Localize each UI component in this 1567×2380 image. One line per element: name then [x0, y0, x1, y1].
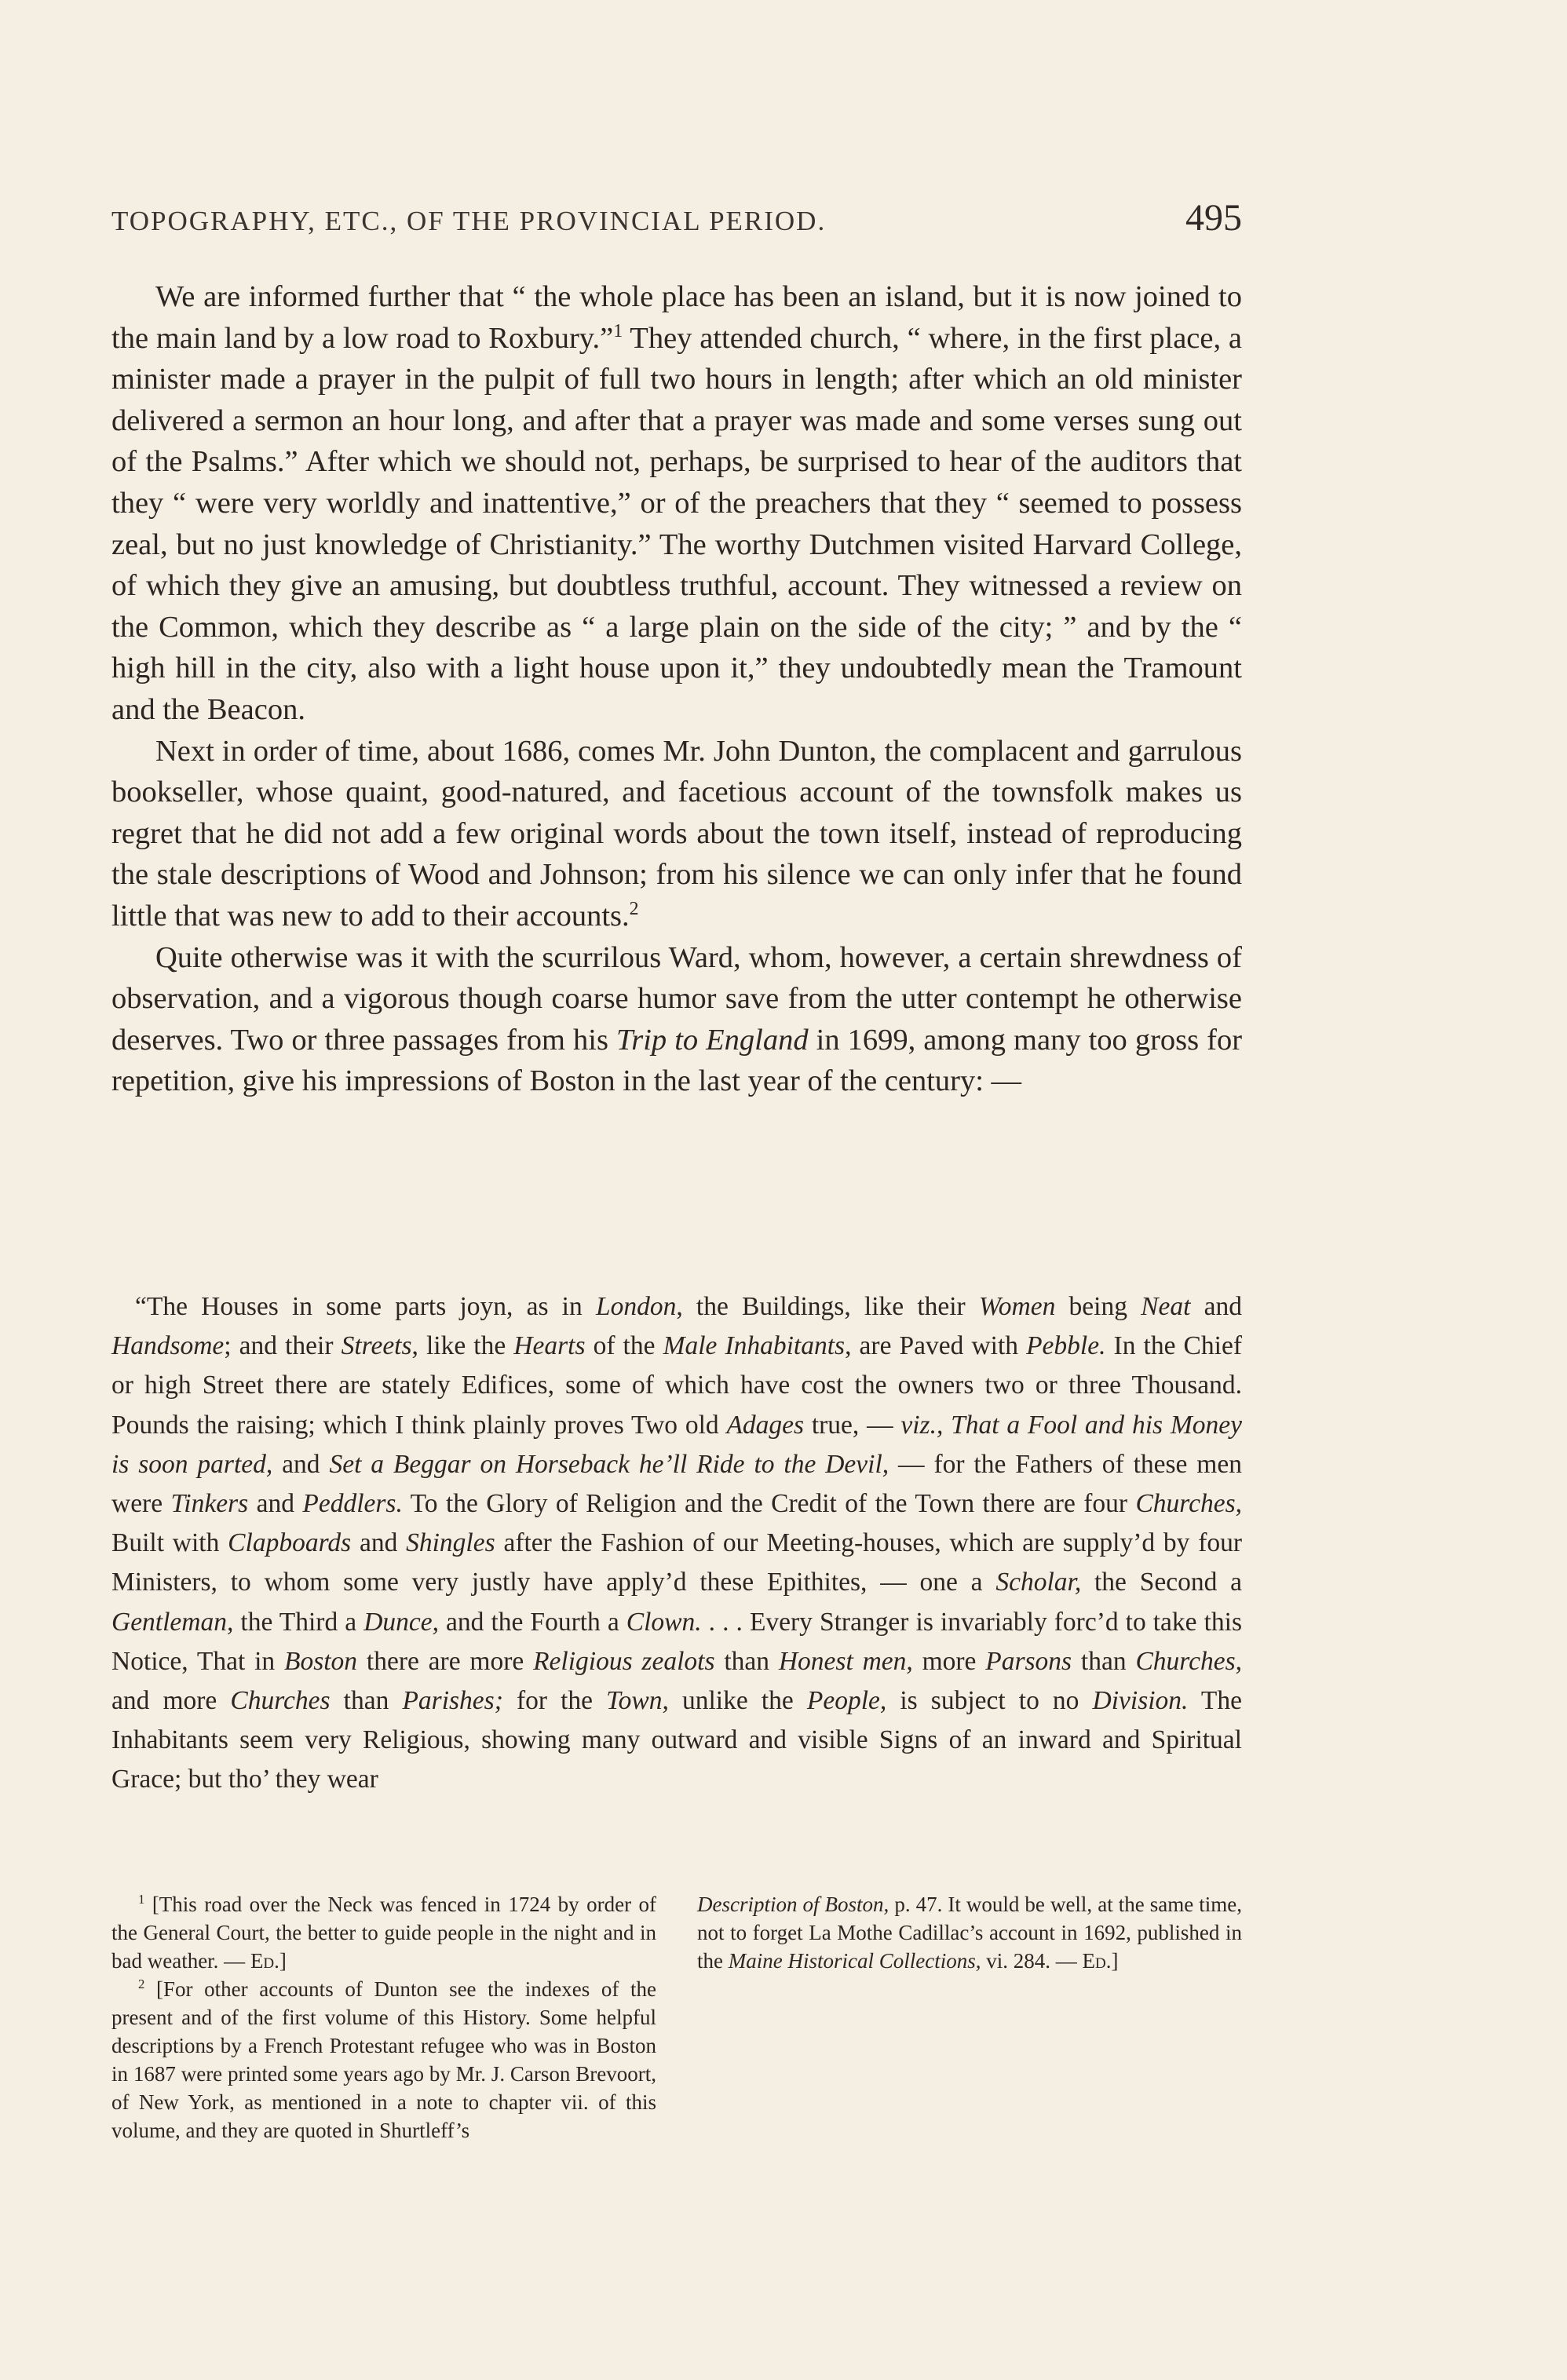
quote-text: of the — [585, 1331, 663, 1361]
quote-text: more — [912, 1646, 986, 1676]
quote-italic: Clown. — [626, 1607, 702, 1637]
quote-italic: Streets — [341, 1331, 412, 1361]
quote-italic: London — [595, 1292, 677, 1321]
footnote-2-end: ] — [1111, 1949, 1119, 1973]
footnote-2-mark: 2 — [138, 1977, 145, 1991]
quote-italic: Gentleman, — [111, 1607, 234, 1637]
quote-text: “The Houses in some parts joyn, as in — [135, 1292, 596, 1321]
quote-text: and — [272, 1449, 330, 1479]
footnotes-left-column — [111, 1890, 656, 2145]
page-header — [111, 196, 1242, 239]
quote-italic: Pebble. — [1026, 1331, 1106, 1361]
quote-italic: Set a Beggar on Horseback he’ll Ride to the Devil, — [329, 1449, 889, 1479]
quote-text: The Inhabitants seem very Religious, showing many outward and visible Signs of an inward and Spiritual Grace; but tho’ they wear — [111, 1686, 1242, 1794]
quote-italic: Churches, — [1135, 1489, 1242, 1519]
quote-text: the Second a — [1081, 1568, 1242, 1597]
quote-text: the Third a — [233, 1607, 364, 1637]
quote-text: To the Glory of Religion and the Credit of the Town there are four — [402, 1489, 1136, 1519]
paragraph-3 — [111, 937, 1242, 1102]
quote-italic: Neat — [1141, 1292, 1191, 1321]
footnote-1 — [111, 1890, 656, 1975]
quote-italic: Hearts — [513, 1331, 586, 1361]
quote-text: — for the Fathers of these men were — [111, 1449, 1242, 1519]
quote-italic: Shingles — [406, 1528, 495, 1558]
quote-italic: Male Inhabitants — [663, 1331, 846, 1361]
quote-text: true, — — [804, 1410, 901, 1440]
footnote-1-mark: 1 — [138, 1892, 145, 1907]
quote-italic: Boston — [284, 1646, 358, 1676]
quote-text: and — [1190, 1292, 1243, 1321]
quote-italic: Tinkers — [170, 1489, 249, 1519]
quote-text: and — [248, 1489, 303, 1519]
quote-italic: Town, — [606, 1686, 669, 1716]
quote-text: being — [1055, 1292, 1141, 1321]
quote-text: for the — [502, 1686, 607, 1716]
block-quote — [111, 1287, 1242, 1800]
quote-text: than — [330, 1686, 403, 1716]
footnote-ref-2: 2 — [629, 899, 639, 920]
quote-text: there are more — [357, 1646, 534, 1676]
quote-italic: Handsome — [111, 1331, 225, 1361]
footnote-ref-1: 1 — [613, 320, 623, 341]
quote-italic: Women — [978, 1292, 1056, 1321]
footnotes-right-column — [697, 1890, 1242, 2145]
quote-text: and the Fourth a — [439, 1607, 626, 1637]
quote-italic: People, — [806, 1686, 887, 1716]
footnotes — [111, 1890, 1242, 2145]
page-number: 495 — [1185, 197, 1242, 239]
quote-text: after the Fashion of our Meeting-houses, which are supply’d by four Ministers, to whom some very justly have apply’d these Epithites, — one a — [111, 1528, 1243, 1597]
quote-text: . . . Every Stranger is invariably forc’d to take this Notice, That in — [111, 1607, 1242, 1676]
quote-italic: Churches, — [1135, 1646, 1242, 1676]
quote-text: and — [351, 1528, 407, 1558]
paragraph-3-text-a: Quite otherwise was it with the scurrilous Ward, whom, however, a certain shrewdness of observation, and a vigorous though coarse humor save from the utter contempt he otherwise deserves. Two or three passages from his — [111, 940, 1242, 1057]
quote-italic: Division. — [1092, 1686, 1189, 1716]
quote-italic: Honest men, — [778, 1646, 913, 1676]
body-text — [111, 276, 1242, 1102]
quote-italic: viz., That a Fool and his Money is soon parted, — [111, 1410, 1242, 1479]
quote-italic: Adages — [726, 1410, 805, 1440]
quote-italic: Dunce, — [363, 1607, 439, 1637]
footnote-1-end: ] — [279, 1949, 287, 1973]
quote-text: than — [714, 1646, 779, 1676]
footnote-2-start — [111, 1975, 656, 2145]
quote-italic: Peddlers. — [302, 1489, 403, 1519]
paragraph-1-text-b: They attended church, “ where, in the first place, a minister made a prayer in the pulpit of full two hours in length; after which an old minister delivered a sermon an hour long, and after that a prayer was made and some verses sung out of the Psalms.” After which we should not, perhaps, be surprised to hear of the auditors that they “ were very worldly and inattentive,” or of the preachers that they “ seemed to possess zeal, but no just knowledge of Christianity.” The worthy Dutchmen visited Harvard College, of which they give an amusing, but doubtless truthful, account. They witnessed a review on the Common, which they describe as “ a large plain on the side of the city; ” and by the “ high hill in the city, also with a light house upon it,” they undoubtedly mean the Tramount and the Beacon. — [111, 321, 1242, 726]
quote-italic: Religious zealots — [533, 1646, 715, 1676]
footnote-text: vi. 284. — — [981, 1949, 1083, 1973]
paragraph-2-text: Next in order of time, about 1686, comes Mr. John Dunton, the complacent and garrulous bookseller, whose quaint, good-natured, and facetious account of the townsfolk makes us regret that he did not add a few original words about the town itself, instead of reproducing the stale descriptions of Wood and Johnson; from his silence we can only infer that he found little that was new to add to their accounts. — [111, 734, 1242, 933]
quote-italic: Scholar, — [995, 1568, 1082, 1597]
quote-text: is subject to no — [886, 1686, 1093, 1716]
quote-italic: Clapboards — [228, 1528, 352, 1558]
footnote-text: p. 47. It would be well, at the same time, not to forget La Mothe Cadillac’s account in 1692, published in the — [697, 1893, 1242, 1973]
quote-italic: Parsons — [985, 1646, 1072, 1676]
quote-italic: Churches — [230, 1686, 331, 1716]
editor-mark: Ed. — [1082, 1949, 1112, 1973]
quote-text: , the Buildings, like their — [676, 1292, 979, 1321]
paragraph-1-text-a: We are informed further that “ the whole place has been an island, but it is now joined to the main land by a low road to Roxbury.” — [111, 280, 1242, 355]
quote-text: , are Paved with — [845, 1331, 1027, 1361]
footnote-2-text: [For other accounts of Dunton see the indexes of the present and of the first volume of this History. Some helpful descriptions by a French Protestant refugee who was in Boston in 1687 were printed some years ago by Mr. J. Carson Brevoort, of New York, as mentioned in a note to chapter vii. of this volume, and they are quoted in Shurtleff’s — [111, 1977, 656, 2142]
quote-text: In the Chief or high Street there are stately Edifices, some of which have cost the owners two or three Thousand. Pounds the raising; which I think plainly proves Two old — [111, 1331, 1242, 1440]
quote-text: and more — [111, 1686, 231, 1716]
running-head: TOPOGRAPHY, ETC., OF THE PROVINCIAL PERIOD. — [111, 206, 827, 236]
editor-mark: Ed. — [250, 1949, 279, 1973]
quote-italic: Parishes; — [402, 1686, 503, 1716]
paragraph-2 — [111, 731, 1242, 937]
quote-text: , like the — [411, 1331, 514, 1361]
book-title: Trip to England — [615, 1023, 809, 1057]
quote-text: unlike the — [668, 1686, 807, 1716]
quote-text: Built with — [111, 1528, 228, 1558]
footnote-italic: Maine Historical Collections, — [728, 1949, 981, 1973]
quote-text: ; and their — [224, 1331, 342, 1361]
footnote-1-text: [This road over the Neck was fenced in 1724 by order of the General Court, the better to guide people in the night and in bad weather. — — [111, 1893, 656, 1973]
paragraph-1 — [111, 276, 1242, 731]
footnote-italic: Description of Boston, — [697, 1893, 889, 1916]
quote-text: than — [1072, 1646, 1136, 1676]
footnote-2-continued — [697, 1890, 1242, 1975]
paragraph-3-text-b: in 1699, among many too gross for repetition, give his impressions of Boston in the last year of the century: — — [111, 1023, 1243, 1098]
